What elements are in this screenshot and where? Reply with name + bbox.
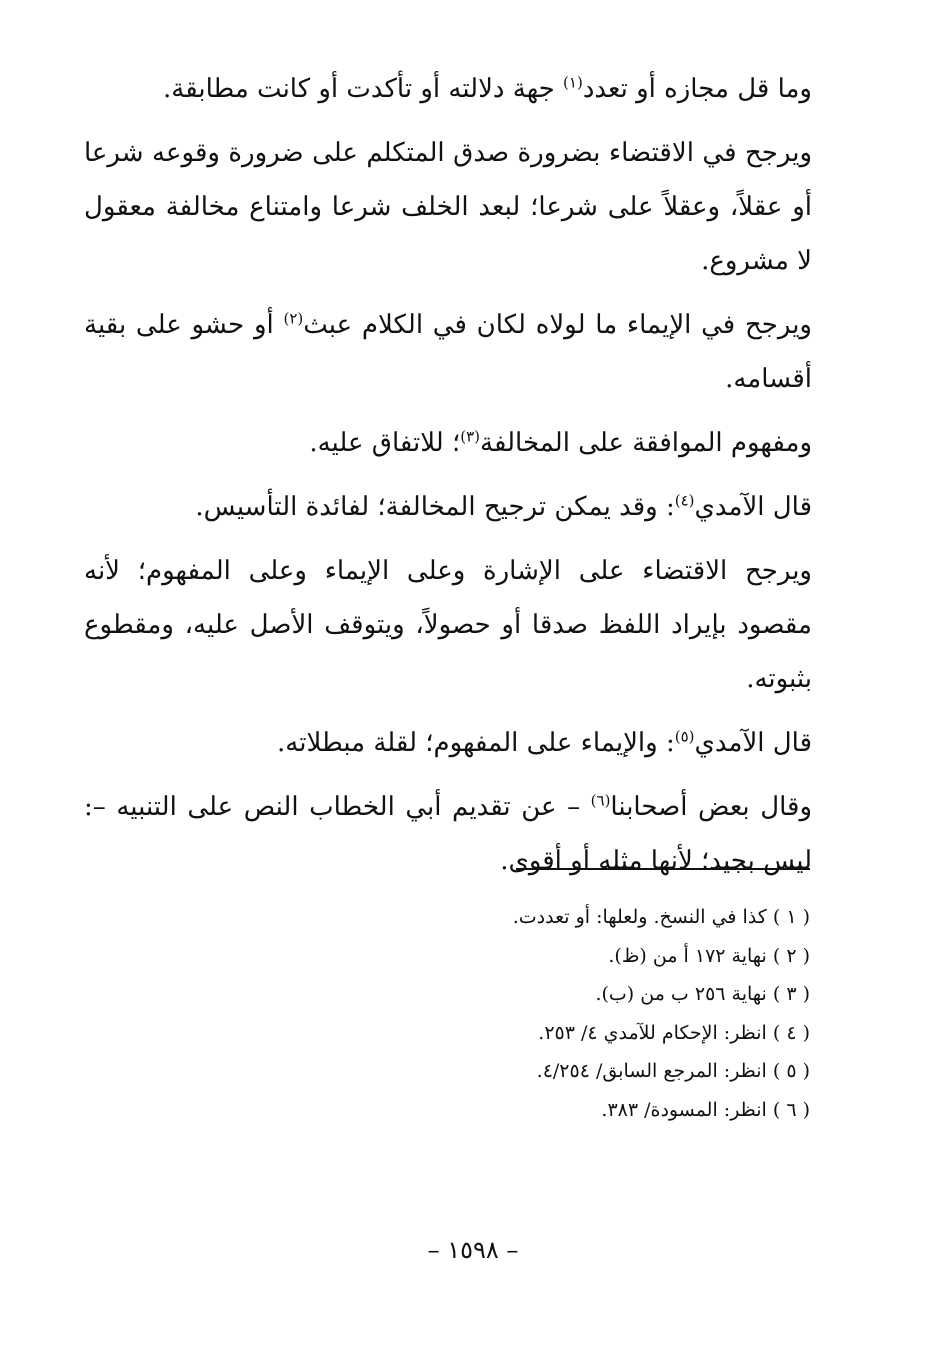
paragraph-text: ويرجح في الاقتضاء بضرورة صدق المتكلم على ضرورة وقوعه شرعا أو عقلاً، وعقلاً على شرعا؛ لبعد الخلف شرعا وامتناع مخالفة معقول لا مشروع.	[84, 138, 812, 276]
footnote-6: ( ٦ ) انظر: المسودة/ ٣٨٣.	[601, 1098, 810, 1121]
paragraph-text: قال الآمدي	[694, 728, 812, 758]
paragraph-text: : والإيماء على المفهوم؛ لقلة مبطلاته.	[277, 728, 675, 758]
footnote-3: ( ٣ ) نهاية ٢٥٦ ب من (ب).	[595, 983, 810, 1005]
footnote-1: ( ١ ) كذا في النسخ. ولعلها: أو تعددت.	[512, 906, 810, 928]
paragraph-1	[84, 62, 812, 116]
main-text	[84, 62, 812, 898]
footnote-ref-3: (٣)	[460, 427, 481, 446]
footnote-ref-5: (٥)	[674, 727, 695, 746]
paragraph-3	[84, 298, 812, 406]
footnote-divider	[516, 868, 810, 870]
paragraph-text: ويرجح في الإيماء ما لولاه لكان في الكلام عبث	[303, 310, 812, 340]
paragraph-6	[84, 544, 812, 706]
paragraph-4	[84, 416, 812, 470]
footnote-ref-2: (٢)	[283, 309, 304, 328]
paragraph-8	[84, 780, 812, 888]
footnote-ref-1: (١)	[563, 73, 583, 92]
footnote-ref-6: (٦)	[590, 791, 611, 810]
footnotes	[210, 898, 810, 1129]
paragraph-text: – عن تقديم أبي الخطاب النص على التنبيه –: ليس بجيد؛ لأنها مثله أو أقوى.	[84, 792, 812, 876]
paragraph-text: ؛ للاتفاق عليه.	[309, 428, 461, 458]
paragraph-text: : وقد يمكن ترجيح المخالفة؛ لفائدة التأسيس.	[195, 492, 675, 522]
footnote-2: ( ٢ ) نهاية ١٧٢ أ من (ظ).	[608, 944, 810, 967]
page-number: – ١٥٩٨ –	[427, 1236, 519, 1264]
paragraph-text: وقال بعض أصحابنا	[610, 792, 812, 822]
footnote-ref-4: (٤)	[674, 491, 695, 510]
footnote-5: ( ٥ ) انظر: المرجع السابق/ ٤/٢٥٤.	[536, 1060, 810, 1082]
paragraph-7	[84, 716, 812, 770]
paragraph-text: جهة دلالته أو تأكدت أو كانت مطابقة.	[163, 74, 564, 104]
paragraph-2	[84, 126, 812, 288]
paragraph-text: أو حشو على بقية أقسامه.	[84, 310, 812, 394]
paragraph-text: وما قل مجازه أو تعدد	[582, 74, 812, 104]
paragraph-text: ويرجح الاقتضاء على الإشارة وعلى الإيماء وعلى المفهوم؛ لأنه مقصود بإيراد اللفظ صدقا أو حصولاً، ويتوقف الأصل عليه، ومقطوع بثبوته.	[84, 556, 812, 694]
paragraph-text: ومفهوم الموافقة على المخالفة	[480, 428, 812, 458]
paragraph-text: قال الآمدي	[694, 492, 812, 522]
footnote-4: ( ٤ ) انظر: الإحكام للآمدي ٤/ ٢٥٣.	[538, 1021, 810, 1044]
paragraph-5	[84, 480, 812, 534]
